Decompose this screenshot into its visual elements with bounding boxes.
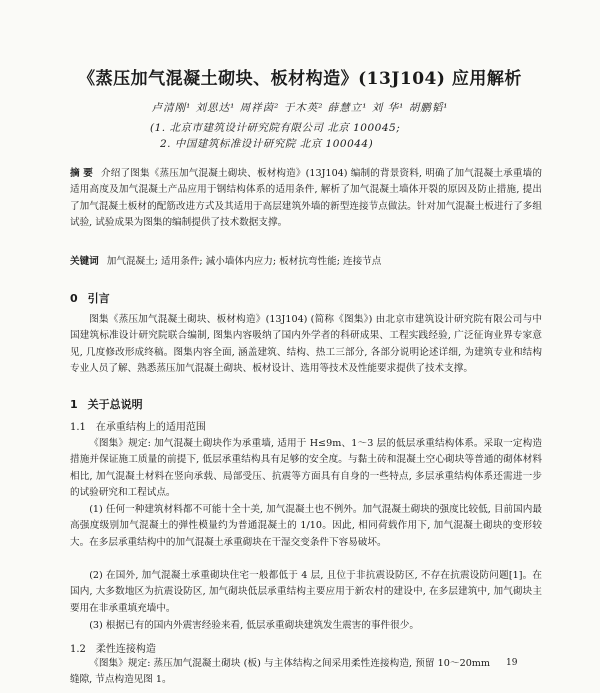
abstract-text: 介绍了图集《蒸压加气混凝土砌块、板材构造》(13J104) 编制的背景资料, 明确了加气混凝土承重墙的适用高度及加气混凝土产品应用于钢结构体系的适用条件, 解析了加气混凝土墙体开裂的原因及防止措施, 提出了加气混凝土板材的配筋改进方式及其适用于高层建筑外墙的新型连接节点做法。针对加气混凝土板进行了多组试验, 试验成果为图集的编制提供了技术数据支撑。 (70, 168, 543, 228)
section-heading-intro (70, 290, 110, 306)
affiliation-2: 2. 中国建筑标准设计研究院 北京 100044) (160, 138, 374, 150)
page-number: 19 (506, 658, 518, 668)
intro-paragraph: 图集《蒸压加气混凝土砌块、板材构造》(13J104) (简称《图集》) 由北京市建筑设计研究院有限公司与中国建筑标准设计研究院联合编制, 图集内容吸纳了国内外学者的科研成果、工程实践经验, 广泛征询业界专家意见, 几度修改形成终稿。图集内容全面, 涵盖建筑、结构、热工三部分, 各部分说明论述详细, 为建筑专业和结构专业人员了解、熟悉蒸压加气混凝土砌块、板材设计、选用等技术及性能要求提供了技术支撑。 (70, 314, 542, 375)
subsection-title: 柔性连接构造 (95, 644, 156, 655)
keywords-text: 加气混凝土; 适用条件; 減小墙体内应力; 板材抗弯性能; 连接节点 (106, 256, 382, 267)
subsection-heading-1-2 (70, 640, 156, 655)
author-list: 卢清刚¹ 刘思达¹ 周祥茵² 于木英² 薛慧立¹ 刘 华¹ 胡鹏韬¹ (151, 102, 449, 114)
section-title: 引言 (87, 292, 110, 305)
abstract-label: 摘 要 (70, 168, 93, 179)
section-number: 0 (70, 292, 78, 305)
subsection-heading-1-1 (70, 418, 206, 433)
subsection-number: 1.1 (70, 422, 86, 433)
paragraph-1-2: 《图集》规定: 蒸压加气混凝土砌块 (板) 与主体结构之间采用柔性连接构造, 预留 10～20mm 缝隙, 节点构造见图 1。 (70, 658, 490, 686)
section-title: 关于总说明 (87, 398, 143, 411)
keywords (70, 254, 542, 270)
paragraph-1-1-item-3: (3) 根据已有的国内外震害经验来看, 低层承重砌块建筑发生震害的事件很少。 (89, 620, 419, 631)
affiliation-1: (1. 北京市建筑设计研究院有限公司 北京 100045; (150, 122, 401, 134)
section-number: 1 (70, 398, 78, 411)
subsection-title: 在承重结构上的适用范围 (95, 422, 206, 433)
paragraph-1-1-item-1: (1) 任何一种建筑材料都不可能十全十美, 加气混凝土也不例外。加气混凝土砌块的强度比较低, 目前国内最高强度级别加气混凝土的弹性模量约为普通混凝土的 1/10。因此, 相同荷载作用下, 加气混凝土砌块的变形较大。在多层承重结构中的加气混凝土承重砌块在干湿交变条件下容易破坏。 (70, 504, 542, 548)
paragraph-1-1: 《图集》规定: 加气混凝土砌块作为承重墙, 适用于 H≤9m、1～3 层的低层承重结构体系。采取一定构造措施并保证施工质量的前提下, 低层承重结构具有足够的安全度。与黏土砖和混凝土空心砌块等普通的砌体材料相比, 加气混凝土材料在竖向承载、局部受压、抗震等方面具有自身的一些特点, 多层承重结构体系还需进一步的试验研究和工程试点。 (70, 438, 542, 499)
article-title: 《蒸压加气混凝土砌块、板材构造》(13J104) 应用解析 (78, 69, 522, 89)
subsection-number: 1.2 (70, 644, 86, 655)
paragraph-1-1-item-2: (2) 在国外, 加气混凝土承重砌块住宅一般都低于 4 层, 且位于非抗震设防区, 不存在抗震设防问题[1]。在国内, 大多数地区为抗震设防区, 加气砌块低层承重结构主要应用于新农村的建设中, 在多层建筑中, 加气砌块主要用在非承重填充墙中。 (70, 570, 542, 614)
section-heading-general (70, 396, 143, 412)
abstract (70, 166, 542, 231)
keywords-label: 关键词 (70, 256, 99, 267)
